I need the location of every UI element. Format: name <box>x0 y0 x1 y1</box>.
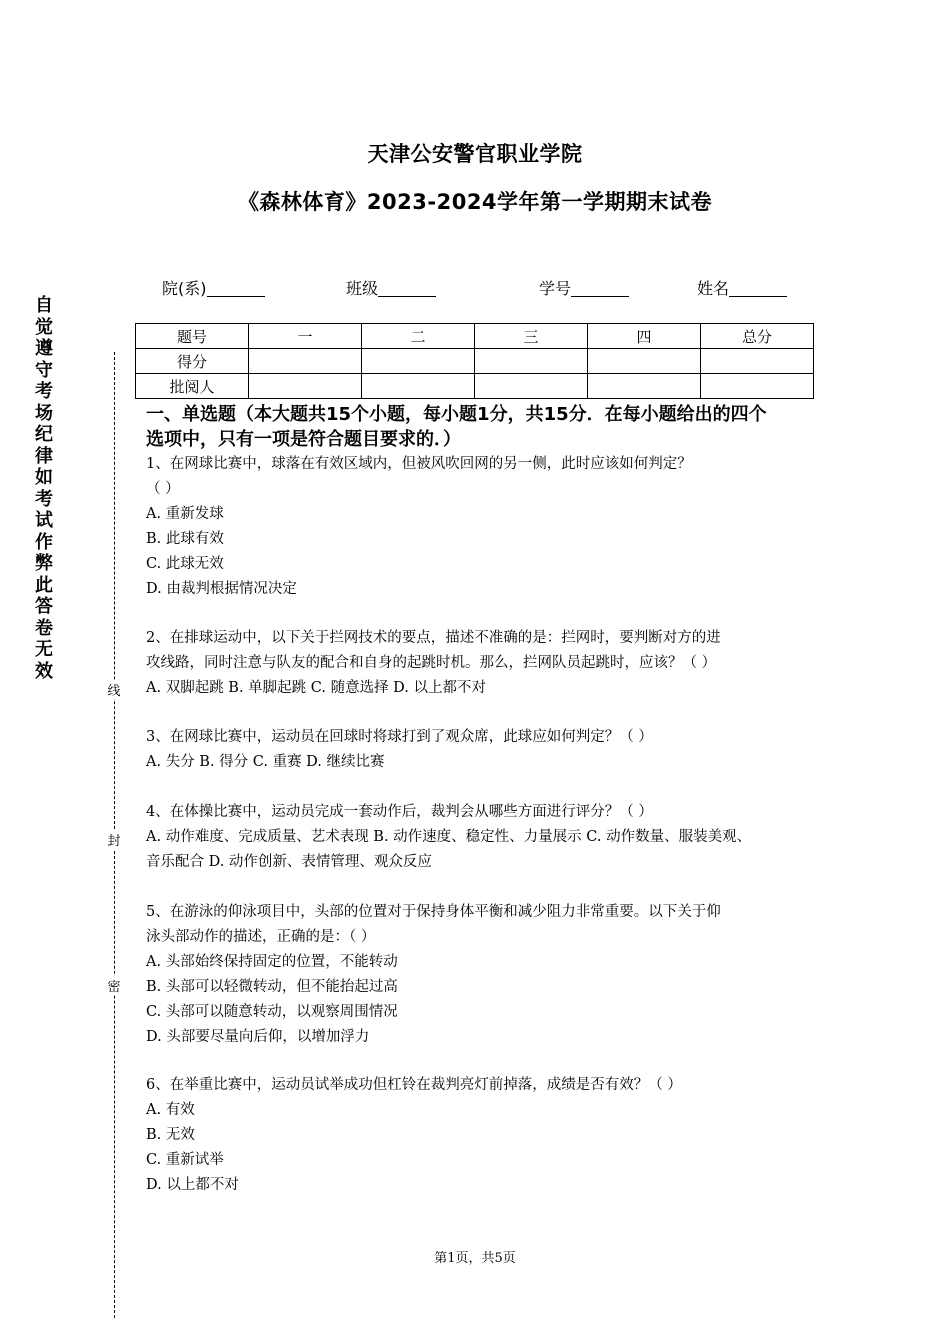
question-1 <box>146 452 826 602</box>
option-b[interactable]: B. 此球有效 <box>146 531 224 547</box>
option-d[interactable]: D. 以上都不对 <box>146 1177 239 1193</box>
page-footer: 第1页，共5页 <box>434 1251 516 1266</box>
grader-cell[interactable] <box>362 374 475 399</box>
option-a[interactable]: A. 头部始终保持固定的位置，不能转动 <box>146 954 398 970</box>
question-3 <box>146 725 826 775</box>
question-5 <box>146 900 826 1050</box>
header-cell: 总分 <box>701 324 814 349</box>
dept-field[interactable] <box>162 276 265 299</box>
student-id-label: 学号 <box>539 279 572 298</box>
option-a[interactable]: A. 有效 <box>146 1102 195 1118</box>
dept-blank[interactable] <box>207 280 265 297</box>
name-field[interactable] <box>697 276 787 299</box>
question-text: 5、在游泳的仰泳项目中，头部的位置对于保持身体平衡和减少阻力非常重要。以下关于仰 <box>146 904 721 920</box>
row-label-grader: 批阅人 <box>136 374 249 399</box>
options-line[interactable]: A. 失分 B. 得分 C. 重赛 D. 继续比赛 <box>146 754 385 770</box>
class-field[interactable] <box>346 276 436 299</box>
question-2 <box>146 626 826 701</box>
score-row <box>136 349 814 374</box>
student-id-field[interactable] <box>539 276 629 299</box>
score-table-header-row <box>136 324 814 349</box>
option-c[interactable]: C. 重新试举 <box>146 1152 224 1168</box>
class-label: 班级 <box>346 279 379 298</box>
score-cell[interactable] <box>249 349 362 374</box>
options-line[interactable]: 音乐配合 D. 动作创新、表情管理、观众反应 <box>146 854 432 870</box>
header-cell: 三 <box>475 324 588 349</box>
options-line[interactable]: A. 双脚起跳 B. 单脚起跳 C. 随意选择 D. 以上都不对 <box>146 680 487 696</box>
class-blank[interactable] <box>378 280 436 297</box>
seal-char-secret: 密 <box>106 976 122 995</box>
seal-char-seal: 封 <box>106 830 122 849</box>
options-line[interactable]: A. 动作难度、完成质量、艺术表现 B. 动作速度、稳定性、力量展示 C. 动作数量、服装美观、 <box>146 829 752 845</box>
score-cell[interactable] <box>701 349 814 374</box>
school-title: 天津公安警官职业学院 <box>367 142 583 166</box>
option-c[interactable]: C. 头部可以随意转动，以观察周围情况 <box>146 1004 398 1020</box>
grader-cell[interactable] <box>701 374 814 399</box>
grader-cell[interactable] <box>588 374 701 399</box>
option-a[interactable]: A. 重新发球 <box>146 506 224 522</box>
score-table <box>135 323 814 399</box>
header-cell: 一 <box>249 324 362 349</box>
question-6 <box>146 1073 826 1198</box>
section-heading <box>146 402 826 452</box>
option-d[interactable]: D. 头部要尽量向后仰，以增加浮力 <box>146 1029 370 1045</box>
side-notice: 自觉遵守考场纪律如考试作弊此答卷无效 <box>35 295 53 682</box>
grader-cell[interactable] <box>475 374 588 399</box>
option-b[interactable]: B. 头部可以轻微转动，但不能抬起过高 <box>146 979 398 995</box>
question-text: 6、在举重比赛中，运动员试举成功但杠铃在裁判亮灯前掉落，成绩是否有效？（ ） <box>146 1077 682 1093</box>
question-text: 3、在网球比赛中，运动员在回球时将球打到了观众席，此球应如何判定？（ ） <box>146 729 653 745</box>
name-blank[interactable] <box>729 280 787 297</box>
student-id-blank[interactable] <box>571 280 629 297</box>
option-b[interactable]: B. 无效 <box>146 1127 195 1143</box>
dept-label: 院(系) <box>162 279 207 298</box>
header-cell: 二 <box>362 324 475 349</box>
score-cell[interactable] <box>588 349 701 374</box>
score-cell[interactable] <box>362 349 475 374</box>
name-label: 姓名 <box>697 279 730 298</box>
exam-title: 《森林体育》2023-2024学年第一学期期末试卷 <box>237 190 713 214</box>
question-text: 泳头部动作的描述，正确的是：（ ） <box>146 929 376 945</box>
seal-char-line: 线 <box>106 680 122 699</box>
grader-cell[interactable] <box>249 374 362 399</box>
grader-row <box>136 374 814 399</box>
header-cell: 四 <box>588 324 701 349</box>
question-text: 2、在排球运动中，以下关于拦网技术的要点，描述不准确的是：拦网时，要判断对方的进 <box>146 630 721 646</box>
question-text: 攻线路，同时注意与队友的配合和自身的起跳时机。那么，拦网队员起跳时，应该？（ ） <box>146 655 717 671</box>
option-d[interactable]: D. 由裁判根据情况决定 <box>146 581 297 597</box>
section-heading-line: 选项中，只有一项是符合题目要求的．） <box>146 429 461 450</box>
header-cell: 题号 <box>136 324 249 349</box>
section-heading-line: 一、单选题（本大题共15个小题，每小题1分，共15分．在每小题给出的四个 <box>146 404 767 425</box>
option-c[interactable]: C. 此球无效 <box>146 556 224 572</box>
question-text: 1、在网球比赛中，球落在有效区域内，但被风吹回网的另一侧，此时应该如何判定？ <box>146 456 692 472</box>
question-4 <box>146 800 826 875</box>
row-label-score: 得分 <box>136 349 249 374</box>
answer-bracket: （ ） <box>146 481 180 497</box>
question-text: 4、在体操比赛中，运动员完成一套动作后，裁判会从哪些方面进行评分？（ ） <box>146 804 653 820</box>
score-cell[interactable] <box>475 349 588 374</box>
